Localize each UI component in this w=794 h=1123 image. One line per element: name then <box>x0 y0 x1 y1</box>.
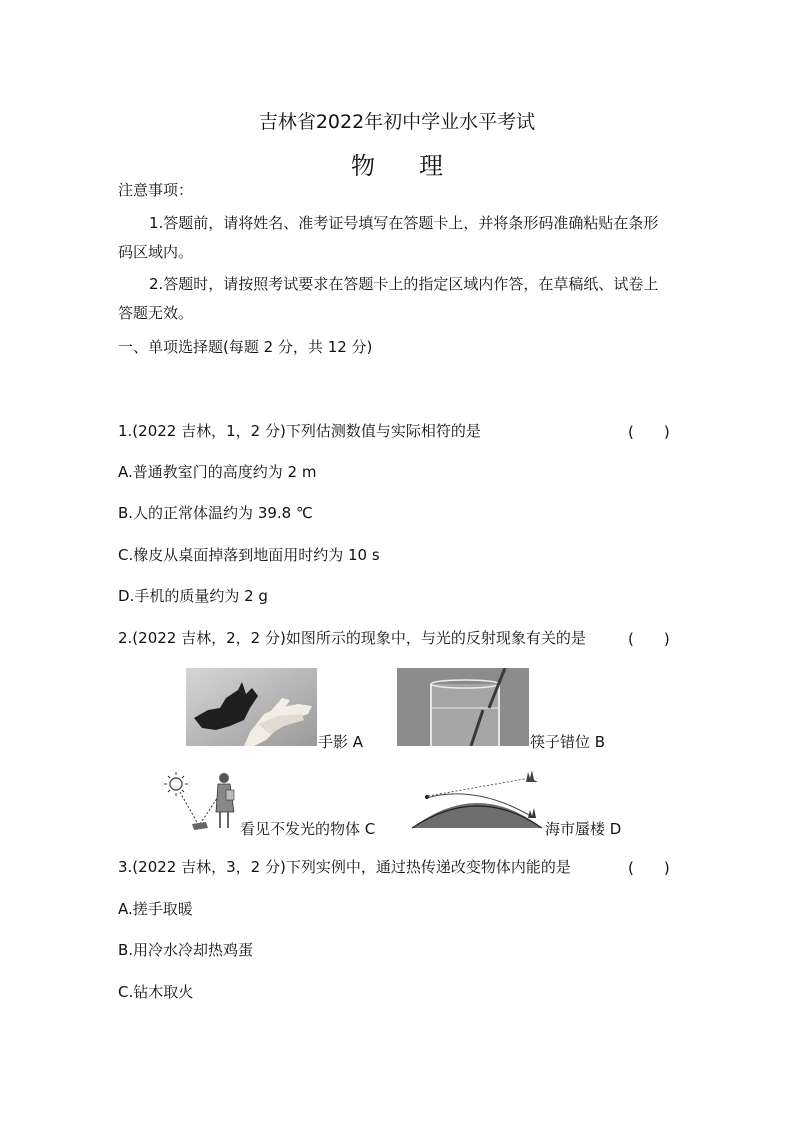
q2-caption-a: 手影 A <box>318 733 364 751</box>
notice-item1-line1: 1.答题前，请将姓名、准考证号填写在答题卡上，并将条形码准确粘贴在条形 <box>149 214 659 232</box>
q1-option-a: A.普通教室门的高度约为 2 m <box>118 463 317 481</box>
notice-heading: 注意事项： <box>118 181 194 199</box>
q2-caption-c: 看见不发光的物体 C <box>240 820 376 838</box>
figure-hand-shadow <box>186 668 317 746</box>
q1-option-c: C.橡皮从桌面掉落到地面用时约为 10 s <box>118 546 380 564</box>
q2-stem: 2.(2022 吉林，2，2 分)如图所示的现象中，与光的反射现象有关的是 <box>118 629 586 647</box>
q1-stem: 1.(2022 吉林，1，2 分)下列估测数值与实际相符的是 <box>118 422 481 440</box>
q3-option-b: B.用冷水冷却热鸡蛋 <box>118 941 254 959</box>
q1-option-d: D.手机的质量约为 2 g <box>118 587 268 605</box>
q2-caption-b: 筷子错位 B <box>530 733 606 751</box>
q2-answer-paren: ( ) <box>628 630 670 648</box>
figure-mirage <box>408 768 546 834</box>
notice-item1-line2: 码区域内。 <box>118 243 194 261</box>
q3-option-c: C.钻木取火 <box>118 983 194 1001</box>
subject-title <box>0 146 794 181</box>
notice-item2-line1: 2.答题时，请按照考试要求在答题卡上的指定区域内作答，在草稿纸、试卷上 <box>149 275 659 293</box>
q2-caption-d: 海市蜃楼 D <box>545 820 622 838</box>
subject-char-left: 物 <box>351 152 375 180</box>
hand-shadow-image <box>186 668 317 746</box>
q3-answer-paren: ( ) <box>628 859 670 877</box>
exam-title: 吉林省2022年初中学业水平考试 <box>258 111 536 133</box>
q1-option-b: B.人的正常体温约为 39.8 ℃ <box>118 504 313 522</box>
q3-stem: 3.(2022 吉林，3，2 分)下列实例中，通过热传递改变物体内能的是 <box>118 858 571 876</box>
section1-heading: 一、单项选择题(每题 2 分，共 12 分) <box>118 338 373 356</box>
q1-answer-paren: ( ) <box>628 423 670 441</box>
chopsticks-image <box>397 668 529 746</box>
mirage-image <box>408 768 546 834</box>
q3-option-a: A.搓手取暖 <box>118 900 193 918</box>
figure-see-object <box>160 768 240 834</box>
subject-char-right: 理 <box>419 152 443 180</box>
figure-chopsticks-water <box>397 668 529 746</box>
notice-item2-line2: 答题无效。 <box>118 304 194 322</box>
see-object-image <box>160 768 240 834</box>
